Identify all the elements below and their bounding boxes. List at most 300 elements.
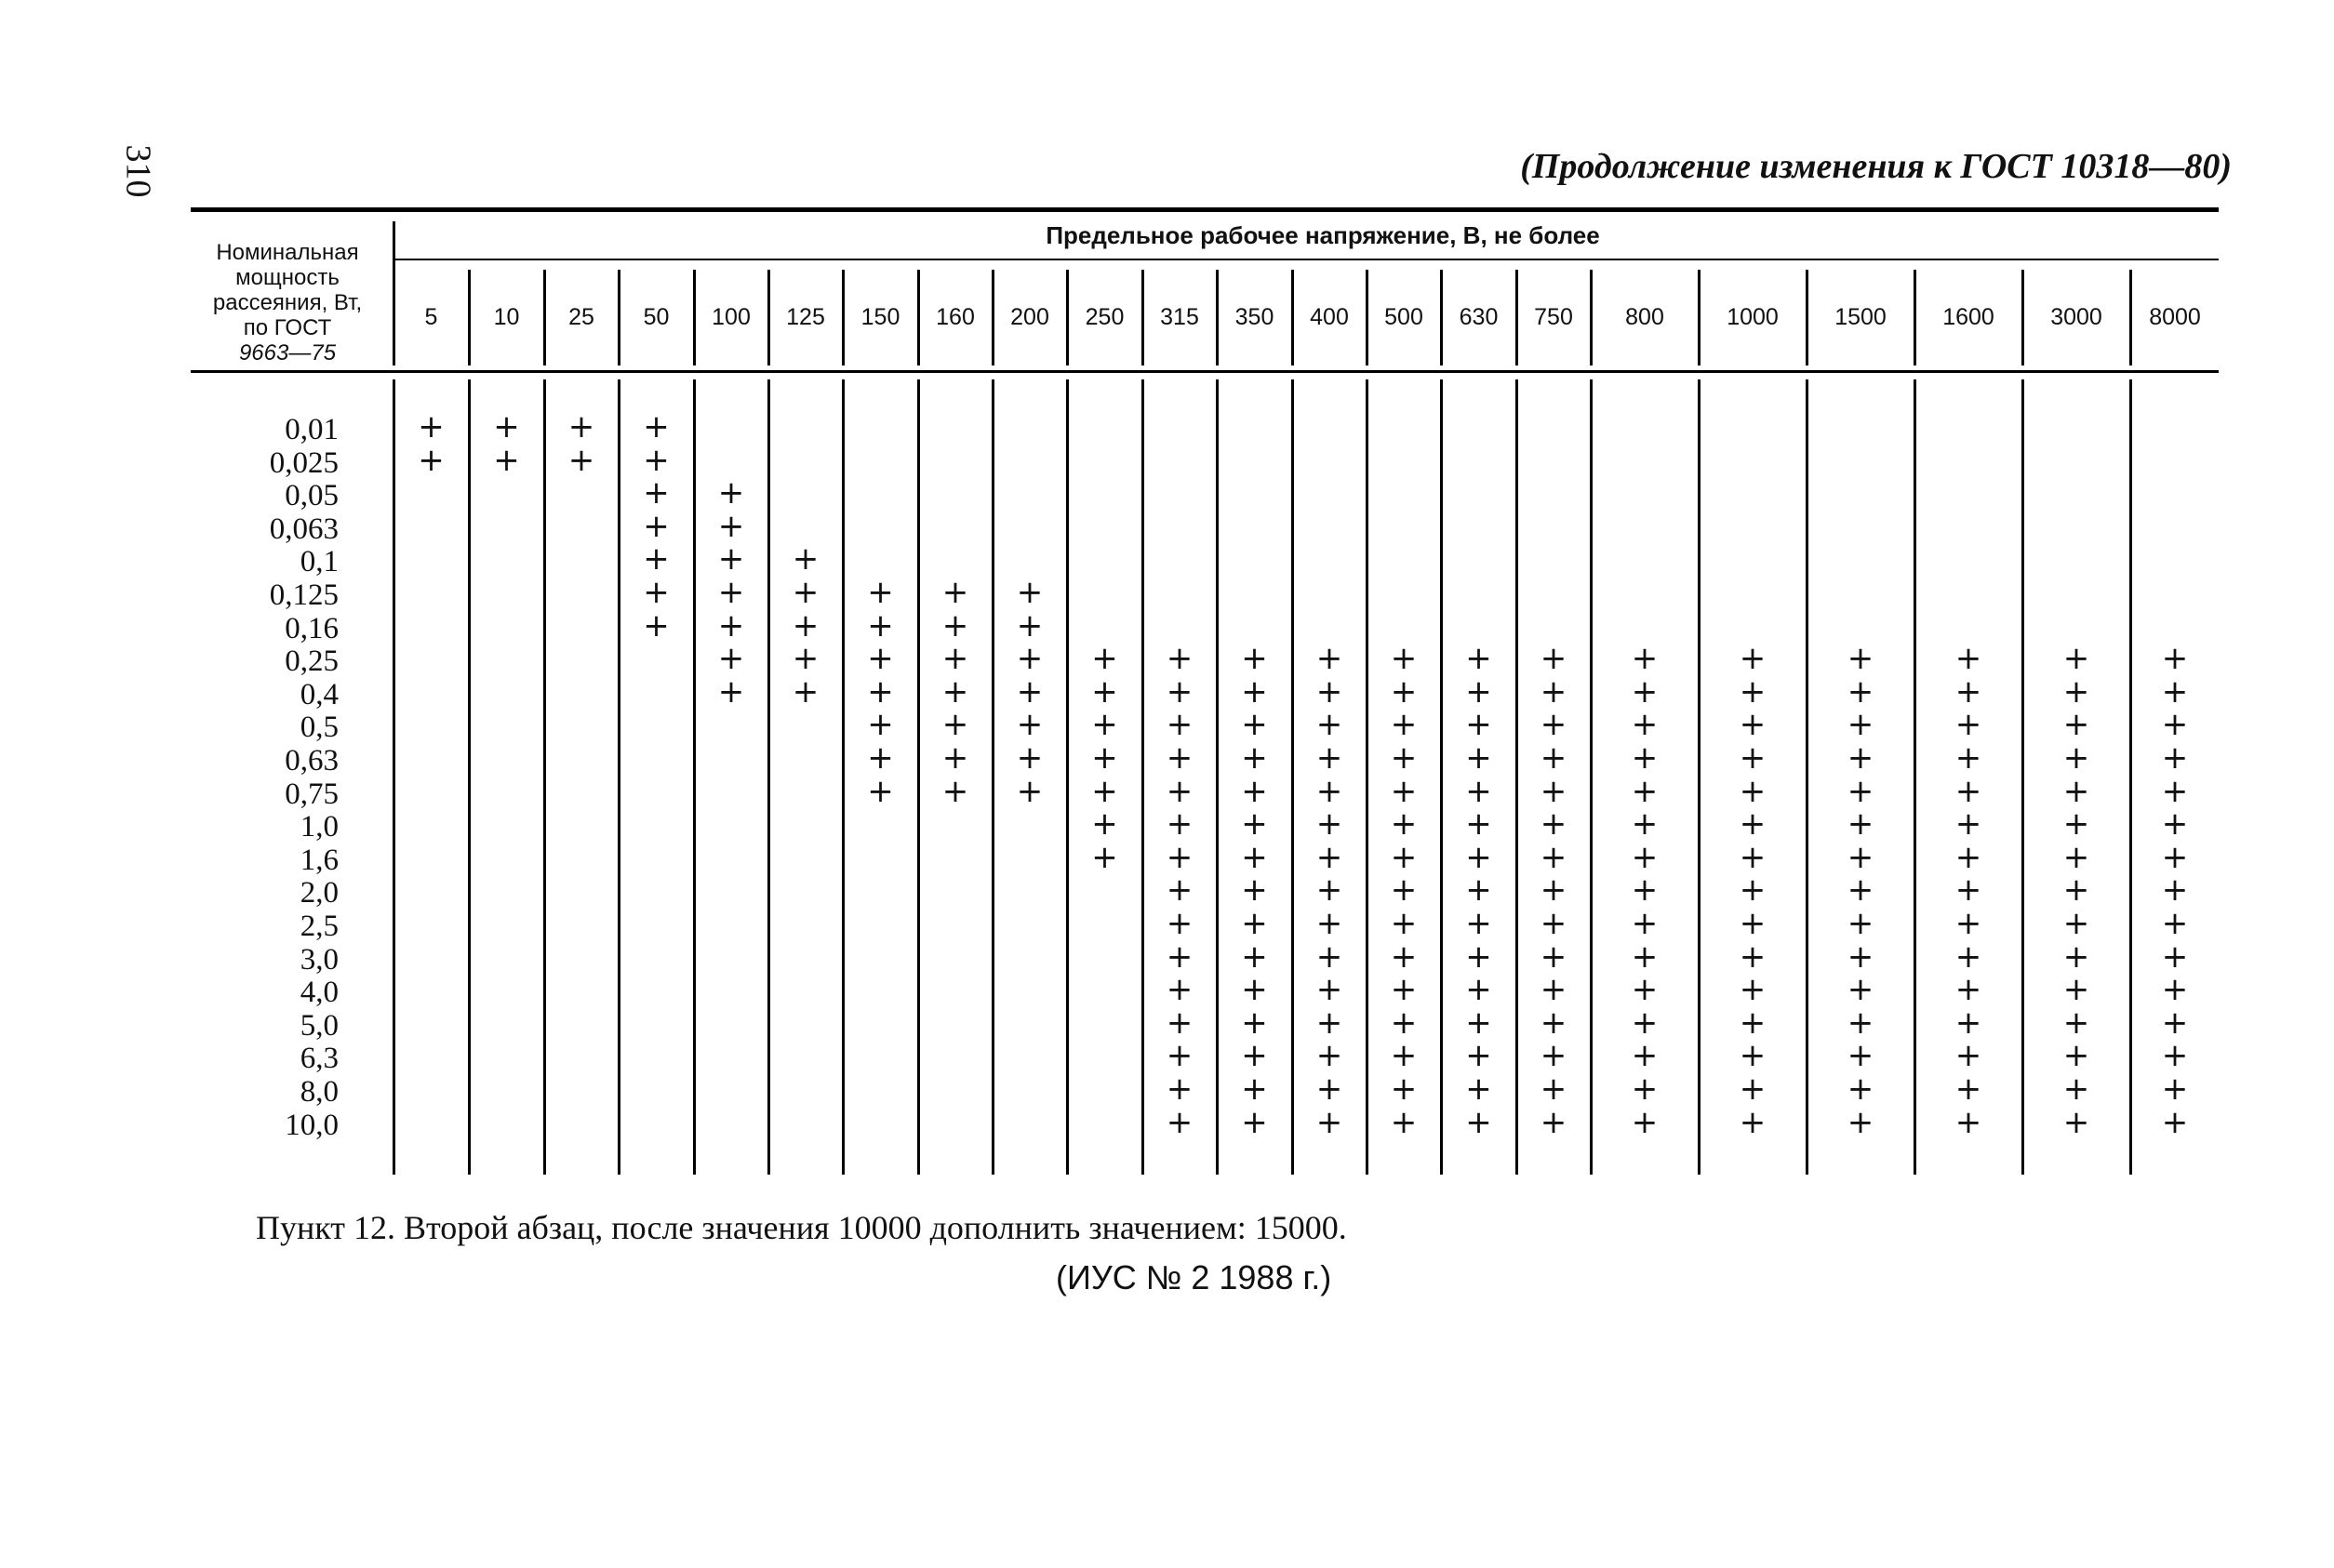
availability-mark: + xyxy=(1847,672,1874,711)
availability-mark: + xyxy=(1739,1037,1767,1075)
availability-mark: + xyxy=(1631,937,1659,976)
availability-mark: + xyxy=(1241,772,1268,810)
column-divider-header xyxy=(1366,270,1368,365)
availability-mark: + xyxy=(1739,971,1767,1009)
availability-mark: + xyxy=(1847,905,1874,942)
row-label-power: 2,0 xyxy=(300,876,339,910)
availability-mark: + xyxy=(1631,772,1659,810)
availability-mark: + xyxy=(1166,905,1194,942)
row-label-power: 4,0 xyxy=(300,976,339,1010)
row-label-power: 2,5 xyxy=(300,910,339,943)
availability-mark: + xyxy=(1631,1037,1659,1075)
availability-mark: + xyxy=(1091,640,1118,678)
availability-mark: + xyxy=(1166,838,1194,876)
availability-mark: + xyxy=(1631,706,1659,744)
availability-mark: + xyxy=(1166,937,1194,976)
availability-mark: + xyxy=(1739,739,1767,777)
availability-mark: + xyxy=(1390,971,1418,1009)
availability-mark: + xyxy=(1954,1070,1982,1108)
availability-mark: + xyxy=(1166,871,1194,910)
availability-mark: + xyxy=(1390,1070,1418,1108)
availability-mark: + xyxy=(1091,672,1118,711)
availability-mark: + xyxy=(1847,871,1874,910)
availability-mark: + xyxy=(1739,871,1767,910)
availability-mark: + xyxy=(1954,937,1982,976)
availability-mark: + xyxy=(1465,706,1492,744)
row-label-power: 10,0 xyxy=(285,1108,339,1142)
availability-mark: + xyxy=(1241,937,1268,976)
row-label-power: 0,25 xyxy=(285,644,339,679)
availability-mark: + xyxy=(2062,1003,2090,1042)
availability-mark: + xyxy=(792,640,820,678)
column-divider-body xyxy=(618,379,620,1175)
column-divider-header xyxy=(992,270,994,365)
left-header-line: Номинальная xyxy=(216,240,359,265)
availability-mark: + xyxy=(1315,672,1343,711)
availability-mark: + xyxy=(1091,706,1118,744)
availability-mark: + xyxy=(1465,937,1492,976)
availability-mark: + xyxy=(867,574,894,611)
availability-mark: + xyxy=(1739,672,1767,711)
column-header-voltage: 1600 xyxy=(1942,304,1994,330)
availability-mark: + xyxy=(1631,640,1659,678)
availability-mark: + xyxy=(1241,1037,1268,1075)
availability-mark: + xyxy=(1847,772,1874,810)
availability-mark: + xyxy=(2062,871,2090,910)
availability-mark: + xyxy=(1540,805,1567,844)
availability-mark: + xyxy=(1739,772,1767,810)
availability-mark: + xyxy=(418,441,445,479)
availability-mark: + xyxy=(1631,871,1659,910)
availability-mark: + xyxy=(1540,1103,1567,1141)
super-header: Предельное рабочее напряжение, В, не более xyxy=(1046,221,1600,249)
availability-mark: + xyxy=(2062,1103,2090,1141)
availability-mark: + xyxy=(418,408,445,445)
availability-mark: + xyxy=(1631,971,1659,1009)
availability-mark: + xyxy=(1166,971,1194,1009)
row-label-power: 0,4 xyxy=(300,677,339,711)
row-label-power: 0,5 xyxy=(300,711,339,745)
availability-mark: + xyxy=(1631,805,1659,844)
left-header-line: 9663—75 xyxy=(238,340,337,365)
availability-mark: + xyxy=(1465,772,1492,810)
availability-mark: + xyxy=(1241,640,1268,678)
availability-mark: + xyxy=(1465,640,1492,678)
availability-mark: + xyxy=(717,540,745,578)
availability-mark: + xyxy=(1390,1103,1418,1141)
availability-mark: + xyxy=(1166,1070,1194,1108)
column-divider-body xyxy=(842,379,845,1175)
availability-mark: + xyxy=(1315,805,1343,844)
availability-mark: + xyxy=(1315,1003,1343,1042)
availability-mark: + xyxy=(1091,805,1118,844)
availability-mark: + xyxy=(1540,937,1567,976)
column-divider-header xyxy=(1216,270,1219,365)
availability-mark: + xyxy=(941,640,969,678)
availability-mark: + xyxy=(1315,640,1343,678)
availability-mark: + xyxy=(2161,1070,2189,1108)
availability-mark: + xyxy=(1954,739,1982,777)
availability-mark: + xyxy=(1465,838,1492,876)
availability-mark: + xyxy=(1091,772,1118,810)
availability-mark: + xyxy=(1315,706,1343,744)
availability-mark: + xyxy=(717,606,745,644)
availability-mark: + xyxy=(1540,971,1567,1009)
availability-mark: + xyxy=(1241,871,1268,910)
availability-mark: + xyxy=(1739,706,1767,744)
availability-mark: + xyxy=(1465,1103,1492,1141)
availability-mark: + xyxy=(1390,672,1418,711)
availability-mark: + xyxy=(1954,838,1982,876)
column-header-voltage: 150 xyxy=(860,304,900,330)
header-divider-rule xyxy=(395,259,2219,260)
column-divider-body xyxy=(1291,379,1294,1175)
availability-mark: + xyxy=(1241,706,1268,744)
row-label-power: 0,05 xyxy=(285,479,339,513)
column-divider-body xyxy=(2129,379,2132,1175)
column-divider-body xyxy=(1440,379,1443,1175)
row-label-power: 3,0 xyxy=(300,942,339,977)
column-divider-header xyxy=(767,270,770,365)
column-divider-header xyxy=(1066,270,1069,365)
availability-mark: + xyxy=(1847,937,1874,976)
column-divider-header xyxy=(2021,270,2024,365)
availability-mark: + xyxy=(1465,739,1492,777)
availability-mark: + xyxy=(1847,838,1874,876)
column-divider-header xyxy=(468,270,471,365)
availability-mark: + xyxy=(1540,1070,1567,1108)
availability-mark: + xyxy=(1631,1070,1659,1108)
availability-mark: + xyxy=(1739,1003,1767,1042)
availability-mark: + xyxy=(1465,971,1492,1009)
column-header-voltage: 3000 xyxy=(2050,304,2102,330)
availability-mark: + xyxy=(1631,905,1659,942)
availability-mark: + xyxy=(1739,805,1767,844)
column-divider-header xyxy=(693,270,696,365)
column-divider-body xyxy=(1698,379,1700,1175)
availability-mark: + xyxy=(1390,640,1418,678)
availability-mark: + xyxy=(1847,1103,1874,1141)
header-bottom-rule xyxy=(191,370,2219,373)
availability-mark: + xyxy=(1954,640,1982,678)
column-divider-body xyxy=(693,379,696,1175)
column-divider-header xyxy=(543,270,546,365)
availability-mark: + xyxy=(1465,1037,1492,1075)
availability-mark: + xyxy=(1016,706,1044,744)
column-header-voltage: 250 xyxy=(1085,304,1125,330)
availability-mark: + xyxy=(2062,1037,2090,1075)
availability-mark: + xyxy=(941,739,969,777)
column-divider-header xyxy=(393,221,395,365)
availability-mark: + xyxy=(493,408,520,445)
left-header-line: рассеяния, Вт, xyxy=(212,290,363,315)
availability-mark: + xyxy=(1739,937,1767,976)
availability-mark: + xyxy=(1390,706,1418,744)
availability-mark: + xyxy=(1739,640,1767,678)
availability-mark: + xyxy=(1166,1103,1194,1141)
column-divider-body xyxy=(468,379,471,1175)
availability-mark: + xyxy=(2161,706,2189,744)
availability-mark: + xyxy=(2161,937,2189,976)
availability-mark: + xyxy=(2062,772,2090,810)
row-label-power: 0,063 xyxy=(269,512,339,546)
availability-mark: + xyxy=(867,672,894,711)
row-label-power: 0,01 xyxy=(285,413,339,446)
availability-mark: + xyxy=(2062,838,2090,876)
column-header-voltage: 50 xyxy=(643,304,670,330)
availability-mark: + xyxy=(2161,905,2189,942)
availability-mark: + xyxy=(1631,838,1659,876)
availability-mark: + xyxy=(867,606,894,644)
column-header-voltage: 1000 xyxy=(1727,304,1779,330)
availability-mark: + xyxy=(1631,1103,1659,1141)
availability-mark: + xyxy=(1315,937,1343,976)
availability-mark: + xyxy=(643,408,670,445)
availability-mark: + xyxy=(2161,838,2189,876)
availability-mark: + xyxy=(1540,739,1567,777)
page-number: 310 xyxy=(118,144,158,198)
column-header-voltage: 5 xyxy=(424,304,438,330)
availability-mark: + xyxy=(1390,905,1418,942)
availability-mark: + xyxy=(1241,1003,1268,1042)
availability-mark: + xyxy=(792,606,820,644)
availability-mark: + xyxy=(1847,971,1874,1009)
row-label-power: 1,0 xyxy=(300,810,339,844)
availability-mark: + xyxy=(1540,772,1567,810)
column-divider-header xyxy=(1698,270,1700,365)
availability-mark: + xyxy=(2062,1070,2090,1108)
availability-mark: + xyxy=(792,540,820,578)
availability-mark: + xyxy=(941,772,969,810)
availability-mark: + xyxy=(1847,1037,1874,1075)
availability-mark: + xyxy=(1241,1070,1268,1108)
availability-mark: + xyxy=(2161,1037,2189,1075)
availability-mark: + xyxy=(1465,1003,1492,1042)
column-divider-body xyxy=(917,379,920,1175)
availability-mark: + xyxy=(1166,805,1194,844)
availability-mark: + xyxy=(1540,640,1567,678)
availability-mark: + xyxy=(1540,905,1567,942)
availability-mark: + xyxy=(1166,772,1194,810)
availability-mark: + xyxy=(2161,1103,2189,1141)
availability-mark: + xyxy=(1016,739,1044,777)
column-divider-header xyxy=(618,270,620,365)
availability-mark: + xyxy=(567,441,595,479)
left-header-line: по ГОСТ xyxy=(243,315,332,340)
running-head: (Продолжение изменения к ГОСТ 10318—80) xyxy=(1520,147,2232,186)
availability-mark: + xyxy=(2161,805,2189,844)
availability-mark: + xyxy=(2062,706,2090,744)
column-divider-body xyxy=(1141,379,1144,1175)
availability-mark: + xyxy=(1315,871,1343,910)
availability-mark: + xyxy=(717,507,745,545)
availability-mark: + xyxy=(1166,1003,1194,1042)
availability-mark: + xyxy=(717,474,745,512)
row-label-power: 0,16 xyxy=(285,611,339,645)
availability-mark: + xyxy=(643,540,670,578)
column-divider-header xyxy=(1515,270,1518,365)
source-reference: (ИУС № 2 1988 г.) xyxy=(1056,1258,1332,1296)
availability-mark: + xyxy=(493,441,520,479)
column-divider-body xyxy=(393,379,395,1175)
column-header-voltage: 800 xyxy=(1625,304,1664,330)
availability-mark: + xyxy=(1847,805,1874,844)
availability-mark: + xyxy=(717,672,745,711)
availability-mark: + xyxy=(1954,805,1982,844)
availability-mark: + xyxy=(2062,905,2090,942)
availability-mark: + xyxy=(1847,1003,1874,1042)
column-header-voltage: 630 xyxy=(1459,304,1499,330)
availability-mark: + xyxy=(1540,871,1567,910)
availability-mark: + xyxy=(1166,1037,1194,1075)
availability-mark: + xyxy=(2062,640,2090,678)
left-header xyxy=(186,240,389,365)
availability-mark: + xyxy=(567,408,595,445)
availability-mark: + xyxy=(1315,1037,1343,1075)
column-divider-header xyxy=(1806,270,1808,365)
column-divider-body xyxy=(1914,379,1916,1175)
availability-mark: + xyxy=(1315,905,1343,942)
availability-mark: + xyxy=(867,706,894,744)
column-divider-body xyxy=(1806,379,1808,1175)
availability-mark: + xyxy=(2062,805,2090,844)
availability-mark: + xyxy=(1166,706,1194,744)
availability-mark: + xyxy=(1847,706,1874,744)
availability-mark: + xyxy=(1847,640,1874,678)
column-header-voltage: 400 xyxy=(1310,304,1349,330)
availability-mark: + xyxy=(1739,838,1767,876)
availability-mark: + xyxy=(643,574,670,611)
column-divider-header xyxy=(917,270,920,365)
column-divider-body xyxy=(1366,379,1368,1175)
availability-mark: + xyxy=(1465,805,1492,844)
availability-mark: + xyxy=(1390,1037,1418,1075)
availability-mark: + xyxy=(1241,672,1268,711)
availability-mark: + xyxy=(1315,971,1343,1009)
row-label-power: 0,125 xyxy=(269,578,339,612)
availability-mark: + xyxy=(1739,905,1767,942)
availability-mark: + xyxy=(1390,1003,1418,1042)
amendment-note: Пункт 12. Второй абзац, после значения 10000 дополнить значением: 15000. xyxy=(256,1209,1347,1246)
availability-mark: + xyxy=(2161,871,2189,910)
availability-mark: + xyxy=(1241,838,1268,876)
availability-mark: + xyxy=(1241,805,1268,844)
availability-mark: + xyxy=(1465,871,1492,910)
availability-mark: + xyxy=(1954,905,1982,942)
table-top-rule xyxy=(191,207,2219,212)
column-divider-header xyxy=(1141,270,1144,365)
availability-mark: + xyxy=(1540,672,1567,711)
availability-mark: + xyxy=(941,672,969,711)
availability-mark: + xyxy=(1166,640,1194,678)
availability-mark: + xyxy=(1954,772,1982,810)
availability-mark: + xyxy=(1241,905,1268,942)
availability-mark: + xyxy=(1241,1103,1268,1141)
availability-mark: + xyxy=(1465,1070,1492,1108)
availability-mark: + xyxy=(2062,937,2090,976)
availability-mark: + xyxy=(1016,672,1044,711)
availability-mark: + xyxy=(792,672,820,711)
availability-mark: + xyxy=(1465,672,1492,711)
availability-mark: + xyxy=(2062,971,2090,1009)
availability-mark: + xyxy=(1166,672,1194,711)
availability-mark: + xyxy=(1241,971,1268,1009)
column-divider-header xyxy=(1914,270,1916,365)
column-divider-body xyxy=(992,379,994,1175)
availability-mark: + xyxy=(1016,772,1044,810)
availability-mark: + xyxy=(1954,1103,1982,1141)
availability-mark: + xyxy=(2161,739,2189,777)
availability-mark: + xyxy=(1315,1070,1343,1108)
column-header-voltage: 200 xyxy=(1010,304,1049,330)
column-header-voltage: 750 xyxy=(1534,304,1573,330)
availability-mark: + xyxy=(1016,606,1044,644)
availability-mark: + xyxy=(1465,905,1492,942)
availability-mark: + xyxy=(792,574,820,611)
column-header-voltage: 1500 xyxy=(1834,304,1887,330)
column-divider-body xyxy=(1216,379,1219,1175)
column-header-voltage: 25 xyxy=(568,304,594,330)
availability-mark: + xyxy=(1016,640,1044,678)
availability-mark: + xyxy=(1954,871,1982,910)
column-divider-body xyxy=(1066,379,1069,1175)
column-header-voltage: 125 xyxy=(786,304,825,330)
availability-mark: + xyxy=(867,640,894,678)
availability-mark: + xyxy=(1954,1003,1982,1042)
availability-mark: + xyxy=(643,474,670,512)
availability-mark: + xyxy=(1390,805,1418,844)
availability-mark: + xyxy=(1390,772,1418,810)
availability-mark: + xyxy=(1631,1003,1659,1042)
availability-mark: + xyxy=(643,441,670,479)
availability-mark: + xyxy=(1241,739,1268,777)
column-divider-header xyxy=(842,270,845,365)
row-label-power: 0,1 xyxy=(300,545,339,579)
column-divider-header xyxy=(2129,270,2132,365)
row-label-power: 6,3 xyxy=(300,1042,339,1076)
availability-mark: + xyxy=(1540,1003,1567,1042)
column-divider-header xyxy=(1291,270,1294,365)
availability-mark: + xyxy=(2062,739,2090,777)
row-label-power: 1,6 xyxy=(300,843,339,877)
availability-mark: + xyxy=(941,606,969,644)
availability-mark: + xyxy=(2161,772,2189,810)
column-header-voltage: 10 xyxy=(493,304,520,330)
column-header-voltage: 8000 xyxy=(2149,304,2201,330)
row-label-power: 0,63 xyxy=(285,744,339,777)
availability-mark: + xyxy=(867,739,894,777)
availability-mark: + xyxy=(1954,971,1982,1009)
availability-mark: + xyxy=(1631,739,1659,777)
column-divider-body xyxy=(543,379,546,1175)
row-label-power: 0,75 xyxy=(285,777,339,811)
availability-mark: + xyxy=(1540,838,1567,876)
column-header-voltage: 350 xyxy=(1234,304,1274,330)
availability-mark: + xyxy=(643,606,670,644)
availability-mark: + xyxy=(1390,937,1418,976)
availability-mark: + xyxy=(1166,739,1194,777)
availability-mark: + xyxy=(1739,1103,1767,1141)
availability-mark: + xyxy=(867,772,894,810)
column-divider-body xyxy=(767,379,770,1175)
column-header-voltage: 160 xyxy=(936,304,975,330)
availability-mark: + xyxy=(1954,706,1982,744)
availability-mark: + xyxy=(1847,1070,1874,1108)
column-divider-body xyxy=(1590,379,1593,1175)
availability-mark: + xyxy=(1954,1037,1982,1075)
column-divider-body xyxy=(2021,379,2024,1175)
left-header-line: мощность xyxy=(235,265,340,290)
